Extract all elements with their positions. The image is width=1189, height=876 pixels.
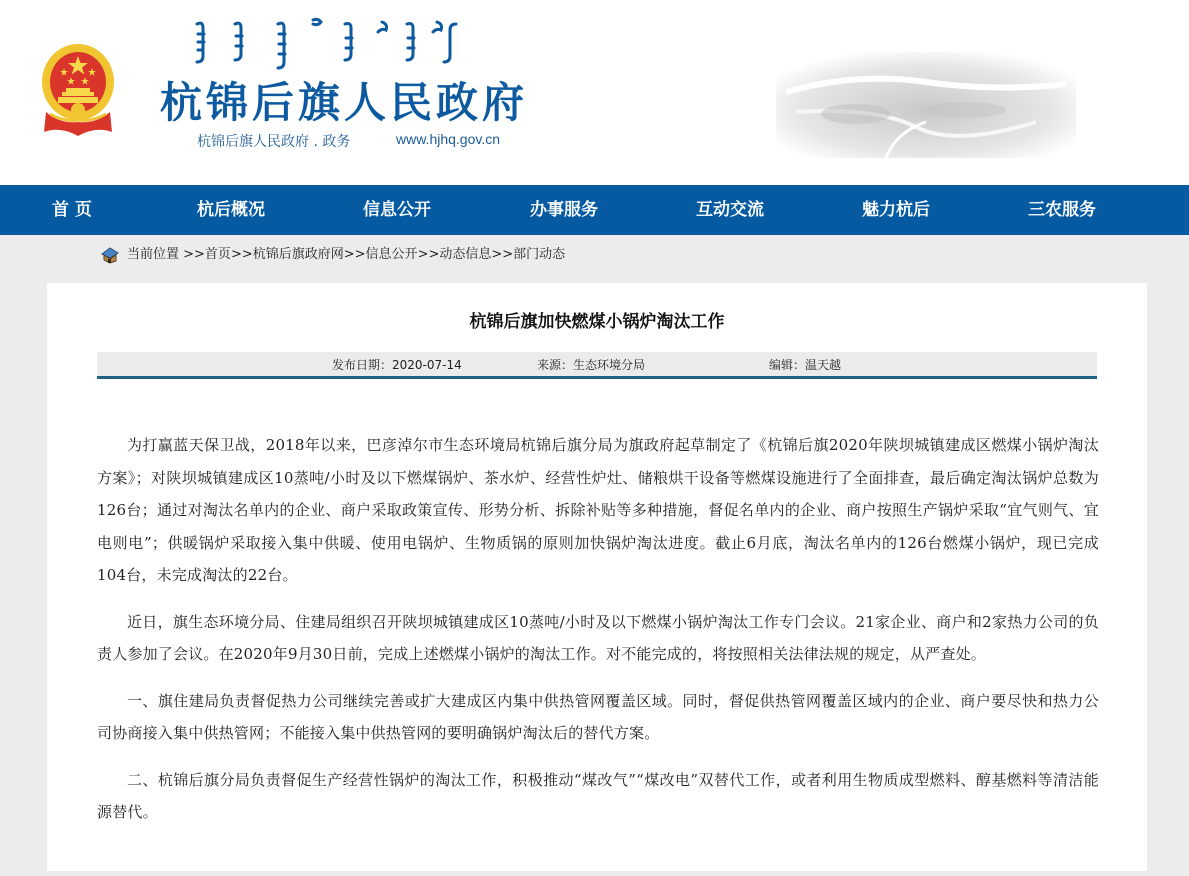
site-subtitle: 杭锦后旗人民政府 . 政务 bbox=[197, 134, 351, 150]
main-nav bbox=[0, 185, 1189, 235]
breadcrumb-item-gov-site[interactable]: 杭锦后旗政府网 bbox=[252, 247, 344, 262]
nav-item-info-public[interactable]: 信息公开 bbox=[363, 200, 431, 220]
article-paragraph: 为打赢蓝天保卫战，2018年以来，巴彦淖尔市生态环境局杭锦后旗分局为旗政府起草制定了《杭锦后旗2020年陕坝城镇建成区燃煤小锅炉淘汰方案》；对陕坝城镇建成区10蒸吨/小时及以下燃煤锅炉、茶水炉、经营性炉灶、储粮烘干设备等燃煤设施进行了全面排查，最后确定淘汰锅炉总数为126台；通过对淘汰名单内的企业、商户采取政策宣传、形势分析、拆除补贴等多种措施，督促名单内的企业、商户按照生产锅炉采取“宜气则气、宜电则电”；供暖锅炉采取接入集中供暖、使用电锅炉、生物质锅的原则加快锅炉淘汰进度。截止6月底，淘汰名单内的126台燃煤小锅炉，现已完成104台，未完成淘汰的22台。 bbox=[97, 436, 1099, 584]
article-body bbox=[97, 429, 1099, 843]
breadcrumb-prefix: 当前位置 >> bbox=[127, 247, 205, 262]
publish-date: 发布日期：2020-07-14 bbox=[332, 358, 462, 372]
article-paragraph: 一、旗住建局负责督促热力公司继续完善或扩大建成区内集中供热管网覆盖区域。同时，督促供热管网覆盖区域内的企业、商户要尽快和热力公司协商接入集中供热管网；不能接入集中供热管网的要明确锅炉淘汰后的替代方案。 bbox=[97, 691, 1099, 742]
home-icon bbox=[101, 246, 119, 264]
nav-item-interaction[interactable]: 互动交流 bbox=[696, 200, 764, 220]
breadcrumb-separator: >> bbox=[343, 247, 366, 262]
nav-item-services[interactable]: 办事服务 bbox=[530, 200, 598, 220]
article-source: 来源：生态环境分局 bbox=[537, 358, 646, 372]
landscape-banner-image bbox=[776, 52, 1076, 158]
nav-item-overview[interactable]: 杭后概况 bbox=[197, 200, 265, 220]
breadcrumb bbox=[101, 245, 565, 265]
breadcrumb-separator: >> bbox=[230, 247, 253, 262]
article-title: 杭锦后旗加快燃煤小锅炉淘汰工作 bbox=[469, 312, 725, 332]
article-meta-bar bbox=[97, 352, 1097, 376]
breadcrumb-item-home[interactable]: 首页 bbox=[204, 247, 231, 262]
article-paragraph: 近日，旗生态环境分局、住建局组织召开陕坝城镇建成区10蒸吨/小时及以下燃煤小锅炉淘汰工作专门会议。21家企业、商户和2家热力公司的负责人参加了会议。在2020年9月30日前，完成上述燃煤小锅炉的淘汰工作。对不能完成的，将按照相关法律法规的规定，从严查处。 bbox=[97, 612, 1099, 663]
nav-item-home[interactable]: 首 页 bbox=[52, 200, 92, 220]
site-title: 杭锦后旗人民政府 bbox=[160, 78, 529, 127]
site-url: www.hjhq.gov.cn bbox=[396, 131, 501, 147]
breadcrumb-separator: >> bbox=[491, 247, 514, 262]
breadcrumb-item-dept-news[interactable]: 部门动态 bbox=[513, 247, 566, 262]
article-paragraph: 二、杭锦后旗分局负责督促生产经营性锅炉的淘汰工作，积极推动“煤改气”“煤改电”双替代工作，或者利用生物质成型燃料、醇基燃料等清洁能源替代。 bbox=[97, 770, 1099, 821]
article-editor: 编辑：温天越 bbox=[769, 358, 842, 372]
article-card bbox=[47, 283, 1147, 871]
meta-divider bbox=[97, 376, 1097, 379]
site-header bbox=[0, 0, 1189, 185]
breadcrumb-item-info-public[interactable]: 信息公开 bbox=[365, 247, 418, 262]
mongolian-script-title bbox=[160, 14, 460, 72]
nav-item-agriculture[interactable]: 三农服务 bbox=[1028, 200, 1096, 220]
breadcrumb-item-dynamic-info[interactable]: 动态信息 bbox=[439, 247, 492, 262]
nav-item-charm[interactable]: 魅力杭后 bbox=[862, 200, 930, 220]
national-emblem-icon bbox=[40, 40, 116, 138]
breadcrumb-separator: >> bbox=[417, 247, 440, 262]
